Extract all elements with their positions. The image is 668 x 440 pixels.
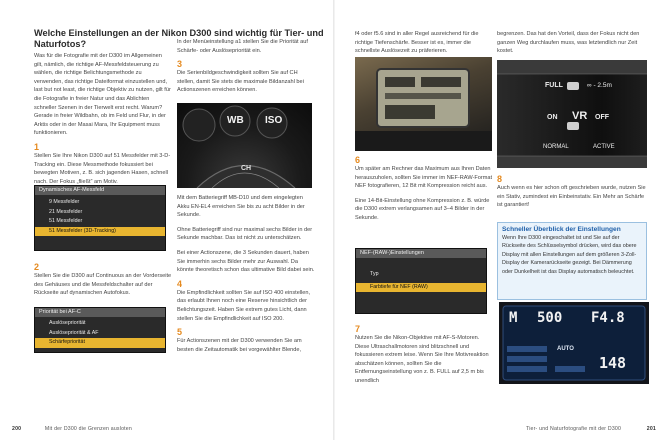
- left-footer-text: Mit der D300 die Grenzen ausloten: [44, 426, 132, 432]
- step-8-number: 8: [497, 174, 503, 184]
- settings-overview-infobox: [497, 222, 647, 300]
- menu-item: 21 Messfelder: [49, 208, 83, 215]
- af-field-menu-screenshot: [34, 185, 166, 251]
- step-3-number: 3: [177, 59, 183, 70]
- left-col-1-lower: [34, 258, 172, 298]
- step-1-text: Stellen Sie Ihre Nikon D300 auf 51 Messfelder mit 3-D-Tracking ein. Diese Messmethode fokussiert bei bewegten Motiven, z. B. sich jagenden Hasen, schnell nach. Der Fokus „fließt“ am Motiv.: [34, 152, 171, 185]
- left-page-number: 200: [12, 426, 22, 432]
- step-4-text: Die Empfindlichkeit sollten Sie auf ISO 400 einstellen, das erlaubt Ihnen noch eine Reserve hinsichtlich der Belichtungszeit. Haben Sie extrem gutes Licht, dann stellen Sie die Empfindlichkeit auf ISO 200.: [177, 289, 311, 322]
- right-footer-text: Tier- und Naturfotografie mit der D300: [526, 426, 622, 432]
- af-priority-menu-screenshot: [34, 307, 166, 353]
- col3-paragraph-1: Eine 14-Bit-Einstellung ohne Kompression z. B. würde die D300 extrem verlangsamen auf 3–4 Bilder in der Sekunde.: [355, 197, 490, 221]
- left-col-2-lower: [177, 194, 315, 354]
- menu-title: NEF-(RAW-)Einstellungen: [356, 249, 486, 258]
- lens-label-normal: NORMAL: [543, 144, 569, 150]
- ch-label: CH: [241, 165, 252, 172]
- page-gutter: [333, 0, 335, 440]
- rear-lcd-info-display: [499, 302, 649, 384]
- iso-label: ISO: [265, 115, 283, 126]
- camera-top-display-photo: [355, 57, 492, 151]
- menu-item-selected: Schärfepriorität: [35, 338, 165, 348]
- wb-label: WB: [227, 115, 244, 126]
- col2-intro: In der Menüeinstellung a1 stellen Sie die Priorität auf Schärfe- oder Auslösepriorität ein.: [177, 39, 308, 54]
- top-display-graphic: [355, 57, 492, 151]
- step-6-number: 6: [355, 155, 361, 165]
- col2-paragraph-2: Ohne Batteriegriff sind nur maximal sechs Bilder in der Sekunde machbar. Das ist nicht zu unterschätzen.: [177, 226, 313, 242]
- lens-label-full: FULL: [545, 82, 563, 89]
- menu-item: 51 Messfelder: [49, 218, 83, 224]
- right-col-3: [355, 30, 493, 56]
- lcd-auto-label: AUTO: [557, 346, 574, 352]
- lcd-shutter: 500: [537, 310, 563, 326]
- menu-item: Typ: [370, 271, 379, 277]
- lens-switch-photo: [497, 60, 647, 168]
- menu-title: Dynamisches AF-Messfeld: [35, 186, 165, 195]
- lens-label-vr: VR: [572, 110, 588, 122]
- step-6-text: Um später am Rechner das Maximum aus Ihren Daten herauszuholen, sollten Sie immer im NEF-RAW-Format NEF fotografieren, 12 Bit mit Kompression reicht aus.: [355, 166, 493, 190]
- step-5-number: 5: [177, 327, 183, 338]
- lcd-aperture: F4.8: [591, 310, 625, 326]
- step-7-text: Nutzen Sie die Nikon-Objektive mit AF-S-Motoren. Diese Ultraschallmotoren sind blitzschnell und fokussieren extrem leise. Wenn Sie Ihre Motivreaktion abschätzen können, sollten Sie die Entfernungseinstellung von z. B. FULL auf 2,5 m bis unendlich: [355, 335, 489, 384]
- col4-intro: begrenzen. Das hat den Vorteil, dass der Fokus nicht den ganzen Weg durchlaufen muss, was letztendlich nur Zeit kostet.: [497, 31, 640, 55]
- step-1-number: 1: [34, 141, 40, 152]
- menu-item-selected: 51 Messfelder (3D-Tracking): [35, 227, 165, 237]
- page-heading: Welche Einstellungen an der Nikon D300 sind wichtig für Tier- und Naturfotos?: [34, 28, 324, 49]
- menu-item: 9 Messfelder: [49, 199, 80, 205]
- right-col-4-mid: [497, 170, 647, 210]
- lcd-shot-count: 148: [599, 354, 627, 372]
- col2-paragraph-3: Bei einer Actionszene, die 3 Sekunden dauert, haben Sie immerhin sechs Bilder mehr zur Auswahl. Da könnte theoretisch schon das ultimative Bild dabei sein.: [177, 249, 315, 274]
- infobox-body: Wenn Ihre D300 eingeschaltet ist und Sie auf der Rückseite des Schlüsselsymbol drücken, wird das obere Display mit allen Einstellungen auf dem größeren 3-Zoll-Display der Kamerarückseite gezeigt. Bei Dämmerung oder Dunkelheit ist das Display automatisch beleuchtet.: [502, 235, 637, 275]
- step-5-text: Für Actionszenen mit der D300 verwenden Sie am besten die Zeitautomatik bei vorgewählter Blende,: [177, 338, 302, 353]
- step-2-number: 2: [34, 262, 40, 272]
- right-col-4: [497, 30, 647, 56]
- col2-paragraph-1: Mit dem Batteriegriff MB-D10 und dem eingelegten Akku EN-EL4 erreichen Sie bis zu acht Bilder in der Sekunde.: [177, 195, 305, 219]
- menu-title: Priorität bei AF-C: [35, 308, 165, 317]
- right-col-3-lower: [355, 320, 493, 386]
- right-footer: [526, 426, 656, 432]
- step-8-text: Auch wenn es hier schon oft geschrieben wurde, nutzen Sie ein Stativ, zumindest ein Einbeinstativ. Ein Mehr an Schärfe ist garantiert!: [497, 185, 646, 209]
- lens-label-on: ON: [547, 114, 558, 121]
- nef-raw-menu-screenshot: [355, 248, 487, 314]
- col3-intro: f4 oder f5.6 sind in aller Regel ausreichend für die richtige Tiefenschärfe. Besser ist es, immer die schnellste Auslösezeit zu präferieren.: [355, 31, 479, 55]
- lens-label-off: OFF: [595, 114, 609, 121]
- camera-dial-graphic: [177, 103, 312, 188]
- lcd-mode: M: [509, 310, 518, 326]
- left-footer: [12, 426, 132, 432]
- step-2-text: Stellen Sie die D300 auf Continuous an der Vorderseite des Gehäuses und die Messfeldschalter auf der Rückseite auf dynamischen Autofokus.: [34, 273, 172, 297]
- step-7-number: 7: [355, 324, 361, 334]
- menu-item: Auslösepriorität: [49, 320, 86, 326]
- right-col-3-mid: [355, 151, 493, 223]
- menu-item: Auslösepriorität & AF: [49, 329, 99, 336]
- camera-dial-photo: [177, 103, 312, 188]
- left-col-2: [177, 38, 315, 95]
- step-3-text: Die Serienbildgeschwindigkeit sollten Sie auf CH stellen, damit Sie stets die maximale Bildanzahl bei Actionszenen erreichen können.: [177, 70, 304, 94]
- lens-label-range: ∞ - 2.5m: [587, 82, 612, 89]
- menu-item-selected: Farbtiefe für NEF (RAW): [356, 283, 486, 293]
- intro-paragraph: Was für die Fotografie mit der D300 im Allgemeinen gilt, nämlich, die richtige AF-Messfeldsteuerung zu wählen, die richtige Belichtungsmethode zu verwenden, das richtige Dateiformat einzustellen und, last but not least, die richtige Objektiv zu nutzen, gilt für die Fotografie in freier Natur und das Ablichten schneller Szenen in der Tierwelt erst recht. Warum? Gerade in freier Wildbahn, ob im Feld und Flur, in der Arktis oder in der Masai Mara, Ihr Equipment muss funktionieren.: [34, 53, 171, 137]
- lens-label-active: ACTIVE: [593, 144, 615, 150]
- infobox-title: Schneller Überblick der Einstellungen: [502, 226, 621, 233]
- right-page-number: 201: [646, 426, 656, 432]
- lcd-graphic: [499, 302, 649, 384]
- step-4-number: 4: [177, 278, 183, 289]
